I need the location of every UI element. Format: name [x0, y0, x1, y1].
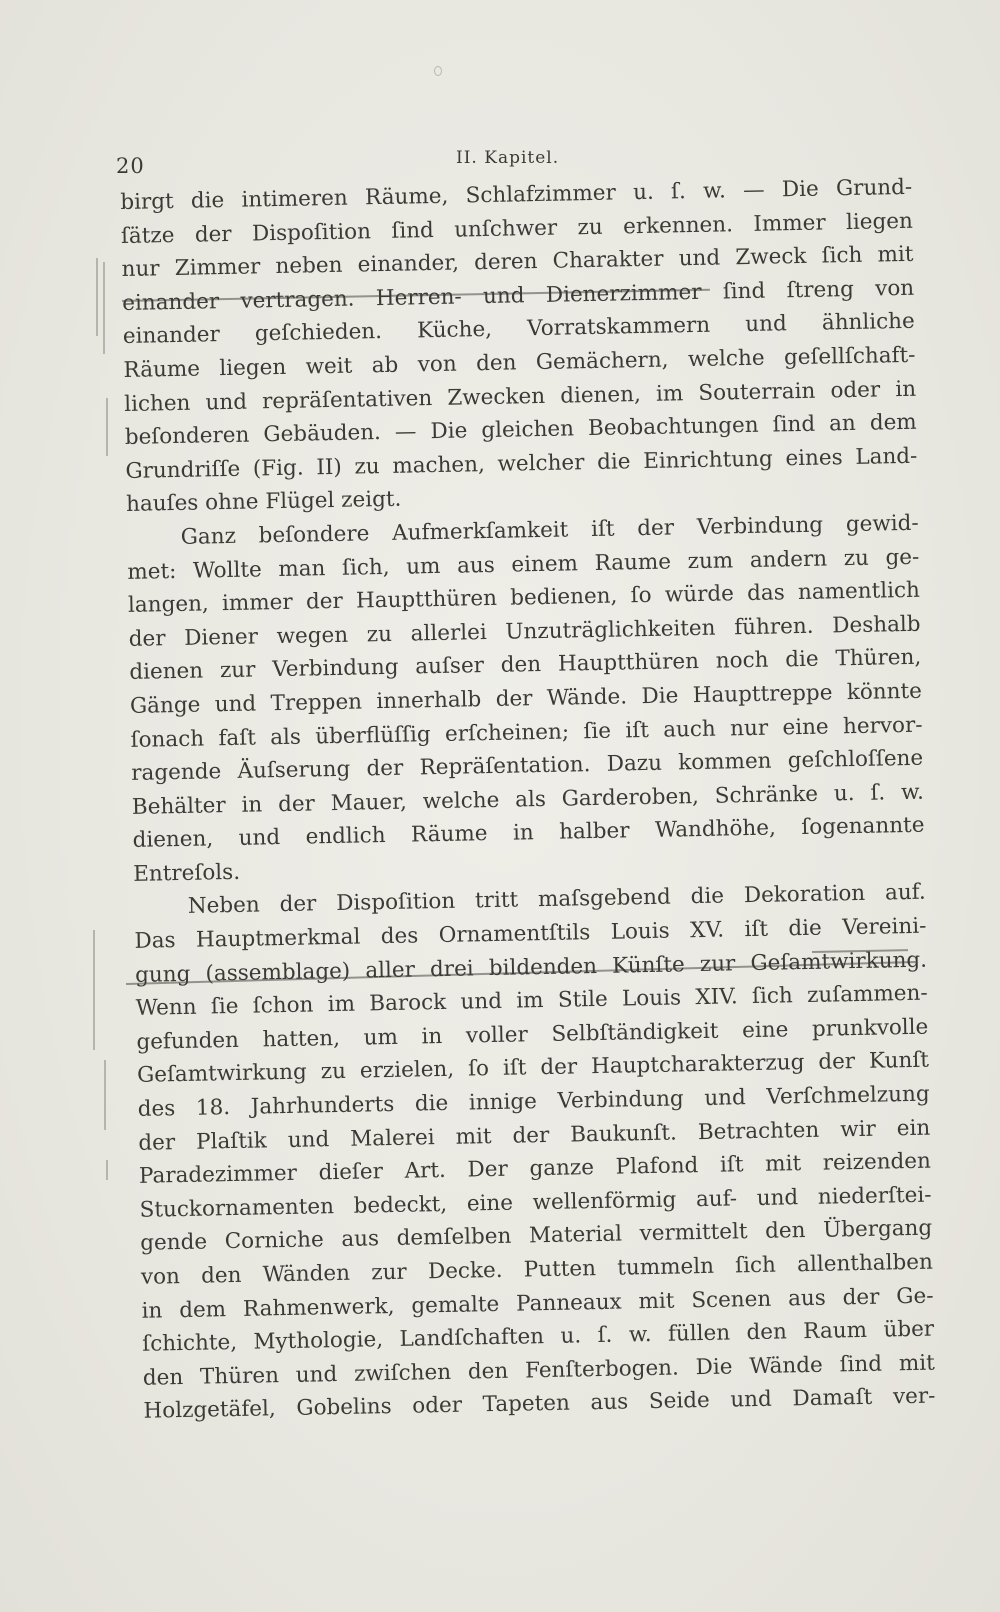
text-line: birgt die intimeren Räume, Schlafzimmer u. ſ. w. — Die Grund- [120, 174, 913, 215]
paragraph-start-line: Neben der Dispoſition tritt maſsgebend die Dekoration auf. [187, 880, 926, 920]
ink-speck [434, 66, 442, 76]
text-line: Gänge und Treppen innerhalb der Wände. Die Haupttreppe könnte [129, 678, 923, 719]
text-line: Das Hauptmerkmal des Ornamentſtils Louis XV. iſt die Vereini- [134, 913, 927, 954]
text-line: nur Zimmer neben einander, deren Charakter und Zweck ſich mit [121, 241, 914, 283]
text-line: dienen zur Verbindung auſser den Hauptthüren noch die Thüren, [129, 645, 922, 686]
text-line: ſätze der Dispoſition ſind unſchwer zu erkennen. Immer liegen [120, 208, 914, 249]
text-line: Paradezimmer dieſer Art. Der ganze Plafond iſt mit reizenden [138, 1148, 932, 1190]
text-line: gende Corniche aus demſelben Material vermittelt den Übergang [140, 1216, 933, 1257]
text-line: dienen, und endlich Räume in halber Wandhöhe, ſogenannte [132, 812, 925, 854]
text-line: Stuckornamenten bedeckt, eine wellenförmig auf- und niederſtei- [139, 1182, 932, 1223]
text-line: ſonach faſt als überflüſſig erſcheinen; ſie iſt auch nur eine hervor- [130, 712, 923, 753]
text-line: Räume liegen weit ab von den Gemächern, welche geſellſchaft- [123, 342, 916, 383]
text-line: lichen und repräſentativen Zwecken dienen, im Souterrain oder in [123, 376, 917, 417]
text-line: des 18. Jahrhunderts die innige Verbindung und Verſchmelzung [137, 1081, 930, 1122]
margin-pencil-mark [106, 398, 108, 456]
text-line: Geſamtwirkung zu erzielen, ſo iſt der Hauptcharakterzug der Kunſt [136, 1048, 930, 1089]
text-line: einander geſchieden. Küche, Vorratskammern und ähnliche [122, 309, 915, 350]
margin-pencil-mark [96, 258, 98, 336]
paragraph-start-line: Ganz beſondere Aufmerkſamkeit iſt der Verbindung gewid- [180, 510, 919, 550]
text-line: von den Wänden zur Decke. Putten tummeln ſich allenthalben [140, 1249, 934, 1290]
page-number: 20 [116, 154, 145, 178]
running-head [116, 148, 896, 176]
text-line: ragende Äuſserung der Repräſentation. Dazu kommen geſchloſſene [131, 745, 924, 786]
text-line: beſonderen Gebäuden. — Die gleichen Beobachtungen ſind an dem [124, 409, 917, 451]
text-line: langen, immer der Hauptthüren bedienen, ſo würde das namentlich [127, 577, 921, 619]
body-text [120, 171, 936, 1429]
text-line: hauſes ohne Flügel zeigt. [125, 487, 402, 518]
chapter-title: II. Kapitel. [456, 148, 560, 168]
margin-pencil-mark [103, 262, 105, 354]
margin-pencil-mark [104, 1060, 106, 1130]
text-line: Entreſols. [132, 859, 241, 887]
text-line: in dem Rahmenwerk, gemalte Panneaux mit Scenen aus der Ge- [141, 1283, 934, 1324]
text-line: met: Wollte man ſich, um aus einem Raume zum andern zu ge- [127, 544, 920, 585]
text-line: einander vertragen. Herren- und Dienerzimmer ſind ſtreng von [122, 275, 915, 316]
text-line: gung (assemblage) aller drei bildenden Künſte zur Geſamtwirkung. [134, 947, 928, 988]
text-line: ſchichte, Mythologie, Landſchaften u. ſ. w. füllen den Raum über [142, 1316, 935, 1357]
margin-pencil-mark [93, 930, 95, 1050]
text-line: Wenn ſie ſchon im Barock und im Stile Louis XIV. ſich zuſammen- [135, 980, 928, 1022]
margin-pencil-mark [106, 1160, 108, 1180]
text-line: gefunden hatten, um in voller Selbſtändigkeit eine prunkvolle [136, 1014, 929, 1055]
text-line: Behälter in der Mauer, welche als Garderoben, Schränke u. ſ. w. [131, 779, 925, 820]
text-line: den Thüren und zwiſchen den Fenſterbogen. Die Wände ſind mit [142, 1350, 935, 1391]
text-line: Grundriſſe (Fig. II) zu machen, welcher die Einrichtung eines Land- [125, 443, 918, 484]
text-line: Holzgetäfel, Gobelins oder Tapeten aus Seide und Damaſt ver- [143, 1383, 936, 1425]
text-line: der Diener wegen zu allerlei Unzuträglichkeiten führen. Deshalb [128, 611, 921, 652]
text-line: der Plaſtik und Malerei mit der Baukunſt. Betrachten wir ein [138, 1115, 931, 1156]
